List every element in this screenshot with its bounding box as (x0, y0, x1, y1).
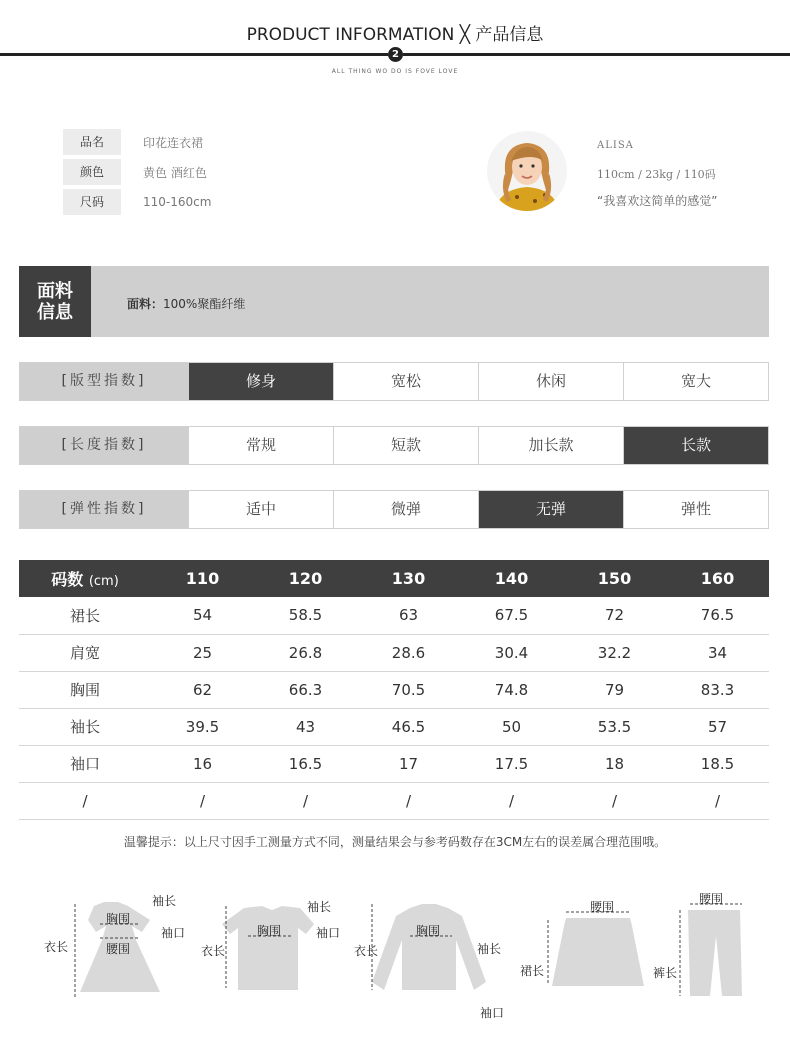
model-avatar (487, 131, 567, 211)
model-name: ALISA (597, 140, 634, 151)
table-cell: 25 (151, 634, 254, 671)
size-column-110: 110 (151, 560, 254, 597)
table-row (19, 708, 769, 745)
table-cell: 72 (563, 597, 666, 634)
product-size-row (63, 189, 211, 215)
size-chart-header-row (19, 560, 769, 597)
sweater-sleeve-label: 袖长 (477, 942, 502, 956)
length-option-short: 短款 (333, 427, 478, 464)
product-name-key: 品名 (63, 129, 121, 155)
measurement-tip: 温馨提示：以上尺寸因手工测量方式不同，测量结果会与参考码数存在3CM左右的误差属合理范围哦。 (123, 835, 667, 849)
length-option-regular: 常规 (188, 427, 333, 464)
dress-length-label: 衣长 (44, 940, 69, 954)
table-cell: / (666, 782, 769, 819)
header-subtitle: ALL THING WO DO IS FOVE LOVE (331, 68, 459, 75)
table-cell: 17.5 (460, 745, 563, 782)
table-cell: 83.3 (666, 671, 769, 708)
header-divider-right (403, 53, 790, 56)
elasticity-option-moderate: 适中 (188, 491, 333, 528)
table-row (19, 634, 769, 671)
product-size-value: 110-160cm (143, 195, 212, 209)
skirt-length-label: 裙长 (520, 964, 545, 978)
row-label-empty: / (19, 782, 151, 819)
header-divider-left (0, 53, 388, 56)
row-label-cuff: 袖口 (19, 745, 151, 782)
table-cell: 62 (151, 671, 254, 708)
table-row (19, 745, 769, 782)
sweater-shape (372, 904, 486, 990)
table-cell: 58.5 (254, 597, 357, 634)
table-cell: 54 (151, 597, 254, 634)
fit-index-row (19, 362, 769, 401)
row-label-sleeve: 袖长 (19, 708, 151, 745)
product-name-row (63, 129, 203, 155)
table-cell: 67.5 (460, 597, 563, 634)
fabric-info-tag-text: 面料 信息 (37, 280, 73, 323)
size-header-label: 码数 (51, 570, 84, 589)
size-header-unit: (cm) (88, 574, 119, 589)
fabric-info-panel (19, 266, 769, 337)
table-cell: 34 (666, 634, 769, 671)
table-cell: 50 (460, 708, 563, 745)
table-cell: 18.5 (666, 745, 769, 782)
model-quote: “我喜欢这简单的感觉” (597, 194, 718, 208)
product-size-key: 尺码 (63, 189, 121, 215)
product-color-row (63, 159, 207, 185)
elasticity-option-none: 无弹 (478, 491, 623, 528)
sweater-cuff-label: 袖口 (480, 1006, 505, 1020)
skirt-waist-label: 腰围 (590, 900, 615, 914)
table-cell: / (357, 782, 460, 819)
table-cell: 76.5 (666, 597, 769, 634)
fabric-composition (127, 295, 245, 312)
size-column-150: 150 (563, 560, 666, 597)
tshirt-sleeve-label: 袖长 (307, 900, 332, 914)
length-option-extended: 加长款 (478, 427, 623, 464)
length-index-label: [长度指数] (20, 427, 188, 464)
table-cell: / (460, 782, 563, 819)
table-cell: 66.3 (254, 671, 357, 708)
product-color-value: 黄色 酒红色 (143, 165, 207, 180)
sweater-chest-label: 胸围 (416, 924, 441, 938)
table-cell: 63 (357, 597, 460, 634)
sweater-length-label: 衣长 (354, 944, 379, 958)
dress-cuff-label: 袖口 (161, 926, 186, 940)
table-cell: 32.2 (563, 634, 666, 671)
table-row (19, 782, 769, 819)
tshirt-shape (222, 906, 314, 990)
product-color-key: 颜色 (63, 159, 121, 185)
table-cell: / (254, 782, 357, 819)
page-title: PRODUCT INFORMATION ╳ 产品信息 (246, 25, 544, 45)
size-column-130: 130 (357, 560, 460, 597)
table-cell: 74.8 (460, 671, 563, 708)
dress-waist-label: 腰围 (106, 942, 131, 956)
elasticity-index-row (19, 490, 769, 529)
table-cell: 16.5 (254, 745, 357, 782)
tshirt-length-label: 衣长 (201, 944, 226, 958)
table-cell: 30.4 (460, 634, 563, 671)
pants-waist-label: 腰围 (699, 892, 724, 906)
table-cell: 26.8 (254, 634, 357, 671)
table-cell: 16 (151, 745, 254, 782)
dress-chest-label: 胸围 (106, 912, 131, 926)
fit-option-loose: 宽松 (333, 363, 478, 400)
table-cell: 46.5 (357, 708, 460, 745)
size-column-140: 140 (460, 560, 563, 597)
table-cell: 79 (563, 671, 666, 708)
skirt-shape (552, 918, 644, 986)
table-cell: 28.6 (357, 634, 460, 671)
fit-option-slim: 修身 (188, 363, 333, 400)
table-cell: 39.5 (151, 708, 254, 745)
tshirt-chest-label: 胸围 (257, 924, 282, 938)
measurement-diagrams (0, 880, 790, 1030)
elasticity-option-stretch: 弹性 (623, 491, 768, 528)
row-label-dress-length: 裙长 (19, 597, 151, 634)
table-cell: 70.5 (357, 671, 460, 708)
length-index-row (19, 426, 769, 465)
elasticity-option-slight: 微弹 (333, 491, 478, 528)
fabric-info-tag (19, 266, 91, 337)
model-measurements: 110cm / 23kg / 110码 (597, 168, 716, 181)
table-cell: 43 (254, 708, 357, 745)
table-cell: 53.5 (563, 708, 666, 745)
size-chart-table (19, 560, 769, 820)
elasticity-index-label: [弹性指数] (20, 491, 188, 528)
table-row (19, 671, 769, 708)
size-header-cell (19, 560, 151, 597)
pants-length-label: 裤长 (653, 966, 678, 980)
table-cell: / (563, 782, 666, 819)
table-cell: 18 (563, 745, 666, 782)
size-column-120: 120 (254, 560, 357, 597)
fabric-label: 面料： (127, 297, 164, 311)
product-name-value: 印花连衣裙 (143, 135, 204, 150)
tshirt-cuff-label: 袖口 (316, 926, 341, 940)
fit-index-label: [版型指数] (20, 363, 188, 400)
length-option-long: 长款 (623, 427, 768, 464)
table-cell: 17 (357, 745, 460, 782)
size-column-160: 160 (666, 560, 769, 597)
fabric-value: 100%聚酯纤维 (163, 297, 246, 311)
row-label-shoulder: 肩宽 (19, 634, 151, 671)
row-label-chest: 胸围 (19, 671, 151, 708)
fit-option-oversized: 宽大 (623, 363, 768, 400)
section-number-badge: 2 (388, 47, 403, 62)
table-cell: 57 (666, 708, 769, 745)
dress-sleeve-label: 袖长 (152, 894, 177, 908)
table-row (19, 597, 769, 634)
pants-shape (688, 910, 742, 996)
table-cell: / (151, 782, 254, 819)
fit-option-casual: 休闲 (478, 363, 623, 400)
